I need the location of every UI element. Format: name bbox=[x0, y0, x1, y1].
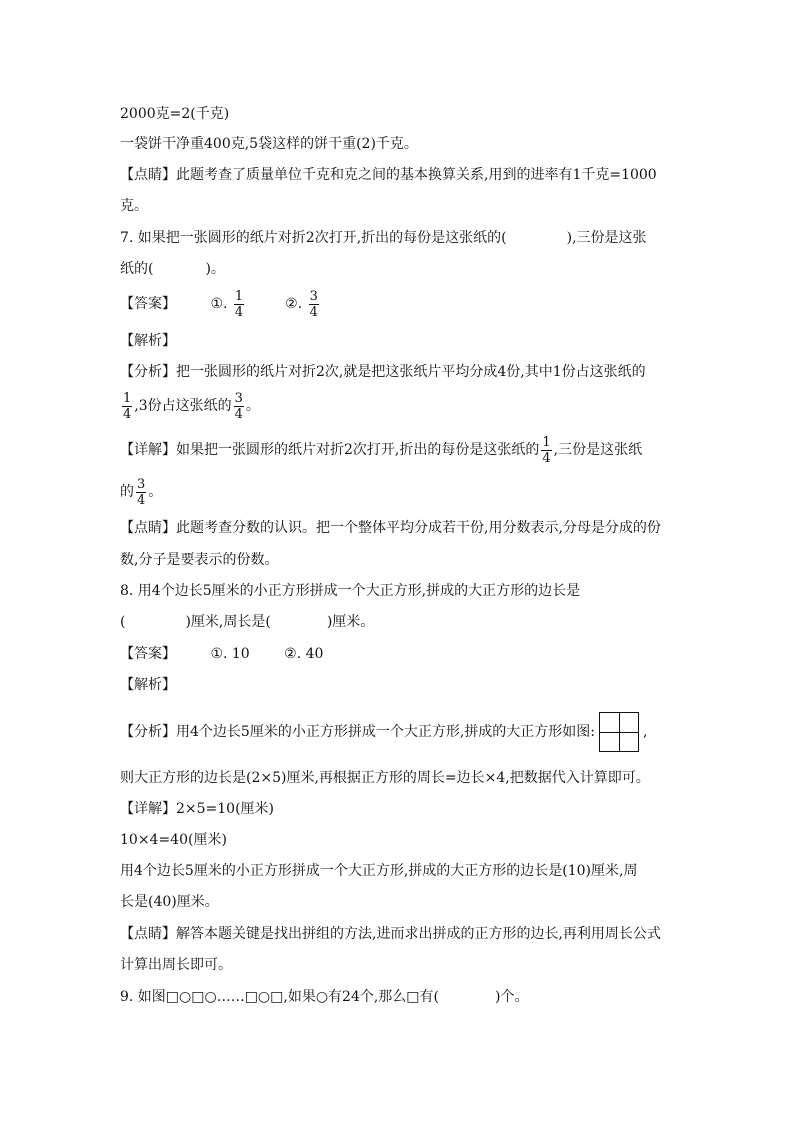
text-line: 【点睛】此题考查分数的认识。把一个整体平均分成若干份,用分数表示,分母是分成的份 bbox=[120, 520, 661, 536]
text: ( bbox=[120, 614, 126, 630]
square-grid-icon bbox=[599, 712, 639, 752]
answer-item: ②. 40 bbox=[284, 646, 324, 662]
text-line: 【分析】把一张圆形的纸片对折2次,就是把这张纸片平均分成4份,其中1份占这张纸的 bbox=[120, 364, 646, 380]
text: 纸的( bbox=[120, 261, 154, 277]
text: 9. 如图□○□○……□○□,如果○有24个,那么□有( bbox=[120, 989, 439, 1005]
text-line: 长是(40)厘米。 bbox=[120, 894, 219, 910]
text-line: 则大正方形的边长是(2×5)厘米,再根据正方形的周长=边长×4,把数据代入计算即可。 bbox=[120, 770, 650, 786]
fraction: $\frac{3}{4}$ bbox=[137, 476, 146, 508]
text: ,三份是这张纸 bbox=[553, 442, 643, 458]
text: ,3份占这张纸的 bbox=[134, 398, 232, 414]
text: 的 bbox=[120, 484, 134, 500]
text: ),三份是这张 bbox=[566, 230, 647, 246]
answer-label: 【答案】 bbox=[120, 296, 176, 312]
section-label: 【解析】 bbox=[120, 333, 176, 349]
text-line: 【点睛】解答本题关键是找出拼组的方法,进而求出拼成的正方形的边长,再利用周长公式 bbox=[120, 926, 661, 942]
question-7-line-1 bbox=[120, 228, 647, 248]
answer-label: 【答案】 bbox=[120, 646, 176, 662]
fraction: $\frac{1}{4}$ bbox=[123, 390, 132, 422]
question-7-line-2 bbox=[120, 259, 225, 279]
text: 【详解】如果把一张圆形的纸片对折2次打开,折出的每份是这张纸的 bbox=[120, 442, 540, 458]
text-line: 数,分子是要表示的份数。 bbox=[120, 552, 279, 568]
text: 【分析】用4个边长5厘米的小正方形拼成一个大正方形,拼成的大正方形如图: bbox=[120, 724, 595, 740]
text-line: 【点睛】此题考查了质量单位千克和克之间的基本换算关系,用到的进率有1千克=1000 bbox=[120, 167, 657, 183]
fraction: $\frac{3}{4}$ bbox=[309, 288, 318, 320]
section-label: 【解析】 bbox=[120, 677, 176, 693]
text: )。 bbox=[205, 261, 225, 277]
text-line: 【详解】2×5=10(厘米) bbox=[120, 801, 275, 817]
text: , bbox=[642, 724, 648, 740]
question-8-line-2 bbox=[120, 612, 374, 632]
answer-item: ②. bbox=[285, 296, 303, 312]
question-9 bbox=[120, 987, 528, 1007]
answer-7 bbox=[120, 286, 321, 322]
text: )个。 bbox=[495, 989, 529, 1005]
fraction: $\frac{3}{4}$ bbox=[234, 390, 243, 422]
text-line: 计算出周长即可。 bbox=[120, 957, 232, 973]
text-line: 用4个边长5厘米的小正方形拼成一个大正方形,拼成的大正方形的边长是(10)厘米,周 bbox=[120, 863, 638, 879]
answer-item: ①. 10 bbox=[210, 646, 250, 662]
answer-item: ①. bbox=[210, 296, 228, 312]
fraction: $\frac{1}{4}$ bbox=[234, 288, 244, 320]
text: 7. 如果把一张圆形的纸片对折2次打开,折出的每份是这张纸的( bbox=[120, 230, 507, 246]
text-line: 克。 bbox=[120, 198, 148, 214]
text: 。 bbox=[245, 398, 260, 414]
fraction: $\frac{1}{4}$ bbox=[542, 434, 551, 466]
text-line: 2000克=2(千克) bbox=[120, 106, 230, 122]
text: 。 bbox=[148, 484, 163, 500]
analysis-7-line-2 bbox=[120, 388, 260, 424]
text-line: 10×4=40(厘米) bbox=[120, 832, 227, 848]
analysis-8-line-1 bbox=[120, 712, 647, 752]
text: )厘米,周长是( bbox=[185, 614, 271, 630]
text-line: 一袋饼干净重400克,5袋这样的饼干重(2)千克。 bbox=[120, 136, 418, 152]
detail-7-line-2 bbox=[120, 474, 162, 510]
detail-7-line-1 bbox=[120, 432, 642, 468]
answer-8 bbox=[120, 644, 323, 664]
question-8-line-1: 8. 用4个边长5厘米的小正方形拼成一个大正方形,拼成的大正方形的边长是 bbox=[120, 583, 581, 599]
text: )厘米。 bbox=[326, 614, 375, 630]
